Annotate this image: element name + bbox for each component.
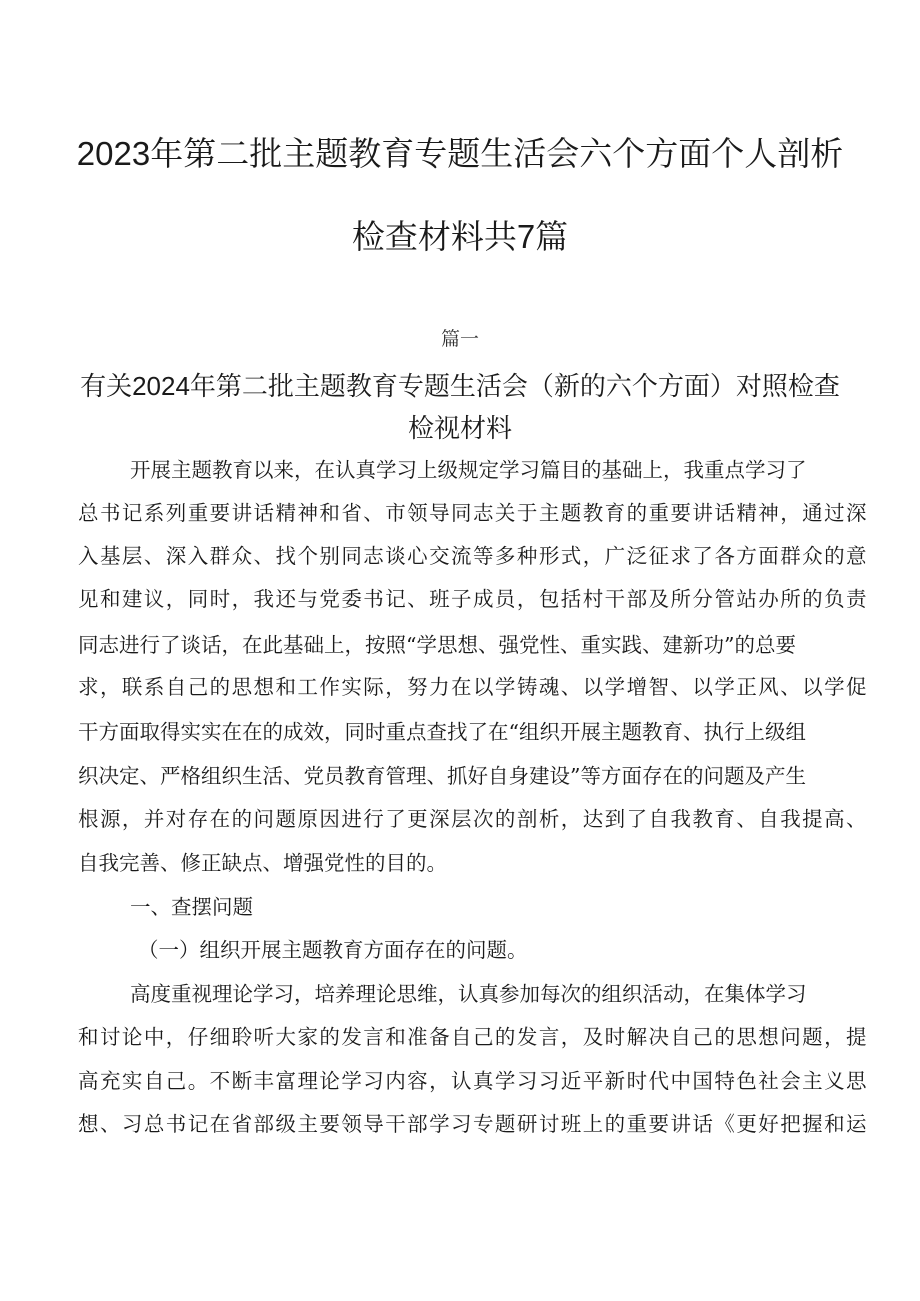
paragraph1-line: 自我完善、修正缺点、增强党性的目的。 (78, 851, 447, 875)
paragraph1-line: 见和建议，同时，我还与党委书记、班子成员，包括村干部及所分管站办所的负责 (78, 587, 868, 611)
section-heading-2: （一）组织开展主题教育方面存在的问题。 (138, 938, 528, 962)
section-heading-1: 一、查摆问题 (130, 895, 253, 919)
paragraph1-line: 开展主题教育以来，在认真学习上级规定学习篇目的基础上，我重点学习了 (130, 458, 807, 482)
paragraph1-line: 入基层、深入群众、找个别同志谈心交流等多种形式，广泛征求了各方面群众的意 (78, 544, 868, 568)
document-title-line-1: 2023年第二批主题教育专题生活会六个方面个人剖析 (76, 135, 844, 172)
paragraph2-line: 高度重视理论学习，培养理论思维，认真参加每次的组织活动，在集体学习 (130, 982, 807, 1006)
paragraph1-line: 根源，并对存在的问题原因进行了更深层次的剖析，达到了自我教育、自我提高、 (78, 807, 868, 831)
paragraph2-line: 和讨论中，仔细聆听大家的发言和准备自己的发言，及时解决自己的思想问题，提 (78, 1025, 868, 1049)
paragraph1-line: 求，联系自己的思想和工作实际，努力在以学铸魂、以学增智、以学正风、以学促 (78, 675, 868, 699)
section-label: 篇一 (440, 328, 479, 350)
paragraph1-line: 织决定、严格组织生活、党员教育管理、抓好自身建设”等方面存在的问题及产生 (78, 764, 806, 788)
document-title-line-2: 检查材料共7篇 (351, 218, 569, 255)
paragraph2-line: 想、习总书记在省部级主要领导干部学习专题研讨班上的重要讲话《更好把握和运 (78, 1112, 868, 1136)
subtitle-line-2: 检视材料 (407, 413, 512, 443)
paragraph1-line: 干方面取得实实在在的成效，同时重点查找了在“组织开展主题教育、执行上级组 (78, 720, 806, 744)
paragraph2-line: 高充实自己。不断丰富理论学习内容，认真学习习近平新时代中国特色社会主义思 (78, 1069, 868, 1093)
paragraph1-line: 总书记系列重要讲话精神和省、市领导同志关于主题教育的重要讲话精神，通过深 (78, 501, 868, 525)
paragraph1-line: 同志进行了谈话，在此基础上，按照“学思想、强党性、重实践、建新功”的总要 (78, 633, 796, 657)
subtitle-line-1: 有关2024年第二批主题教育专题生活会（新的六个方面）对照检查 (80, 371, 840, 401)
